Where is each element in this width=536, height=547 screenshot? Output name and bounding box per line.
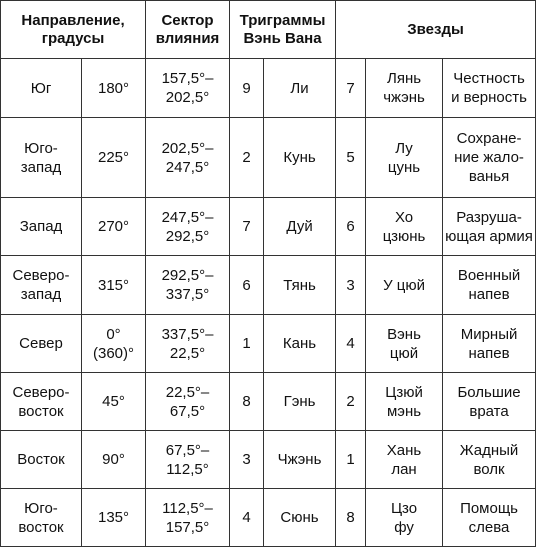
direction-cell: Запад xyxy=(1,198,82,256)
table-row xyxy=(1,315,536,373)
star-meaning-cell: Военный напев xyxy=(443,256,536,315)
star-number-cell: 1 xyxy=(336,431,366,489)
star-name-cell: Цзюй мэнь xyxy=(366,373,443,431)
trigram-number-cell: 4 xyxy=(230,489,264,547)
degrees-cell: 270° xyxy=(82,198,146,256)
sector-cell: 112,5°– 157,5° xyxy=(146,489,230,547)
trigram-number-cell: 8 xyxy=(230,373,264,431)
trigram-number-cell: 9 xyxy=(230,59,264,118)
degrees-cell: 135° xyxy=(82,489,146,547)
table-row xyxy=(1,59,536,118)
trigram-name-cell: Сюнь xyxy=(264,489,336,547)
trigram-number-cell: 6 xyxy=(230,256,264,315)
degrees-cell: 0° (360)° xyxy=(82,315,146,373)
header-direction: Направление, градусы xyxy=(1,1,146,59)
trigram-name-cell: Дуй xyxy=(264,198,336,256)
trigram-name-cell: Гэнь xyxy=(264,373,336,431)
star-number-cell: 7 xyxy=(336,59,366,118)
star-number-cell: 8 xyxy=(336,489,366,547)
star-number-cell: 6 xyxy=(336,198,366,256)
trigram-number-cell: 3 xyxy=(230,431,264,489)
star-meaning-cell: Помощь слева xyxy=(443,489,536,547)
star-meaning-cell: Разруша- ющая армия xyxy=(443,198,536,256)
star-name-cell: Лянь чжэнь xyxy=(366,59,443,118)
star-meaning-cell: Сохране- ние жало- ванья xyxy=(443,118,536,198)
star-meaning-cell: Честность и верность xyxy=(443,59,536,118)
degrees-cell: 315° xyxy=(82,256,146,315)
table-row xyxy=(1,118,536,198)
star-name-cell: Вэнь цюй xyxy=(366,315,443,373)
trigram-name-cell: Чжэнь xyxy=(264,431,336,489)
star-name-cell: Цзо фу xyxy=(366,489,443,547)
sector-cell: 337,5°– 22,5° xyxy=(146,315,230,373)
direction-cell: Север xyxy=(1,315,82,373)
direction-cell: Юг xyxy=(1,59,82,118)
star-number-cell: 2 xyxy=(336,373,366,431)
sector-cell: 67,5°– 112,5° xyxy=(146,431,230,489)
table-row xyxy=(1,489,536,547)
table-row xyxy=(1,256,536,315)
direction-cell: Юго- запад xyxy=(1,118,82,198)
table-row xyxy=(1,431,536,489)
star-meaning-cell: Жадный волк xyxy=(443,431,536,489)
star-name-cell: Хань лан xyxy=(366,431,443,489)
table-row xyxy=(1,373,536,431)
star-meaning-cell: Мирный напев xyxy=(443,315,536,373)
trigram-number-cell: 2 xyxy=(230,118,264,198)
direction-cell: Северо- восток xyxy=(1,373,82,431)
star-number-cell: 3 xyxy=(336,256,366,315)
direction-cell: Юго- восток xyxy=(1,489,82,547)
star-name-cell: Хо цзюнь xyxy=(366,198,443,256)
trigram-number-cell: 1 xyxy=(230,315,264,373)
header-row xyxy=(1,1,536,59)
sector-cell: 157,5°– 202,5° xyxy=(146,59,230,118)
sector-cell: 202,5°– 247,5° xyxy=(146,118,230,198)
sector-cell: 22,5°– 67,5° xyxy=(146,373,230,431)
direction-cell: Северо- запад xyxy=(1,256,82,315)
degrees-cell: 180° xyxy=(82,59,146,118)
sector-cell: 292,5°– 337,5° xyxy=(146,256,230,315)
degrees-cell: 45° xyxy=(82,373,146,431)
trigram-name-cell: Кунь xyxy=(264,118,336,198)
trigram-name-cell: Кань xyxy=(264,315,336,373)
star-number-cell: 5 xyxy=(336,118,366,198)
degrees-cell: 225° xyxy=(82,118,146,198)
degrees-cell: 90° xyxy=(82,431,146,489)
sector-cell: 247,5°– 292,5° xyxy=(146,198,230,256)
trigram-name-cell: Ли xyxy=(264,59,336,118)
star-name-cell: Лу цунь xyxy=(366,118,443,198)
header-stars: Звезды xyxy=(336,1,536,59)
header-sector: Сектор влияния xyxy=(146,1,230,59)
header-trigrams: Триграммы Вэнь Вана xyxy=(230,1,336,59)
direction-cell: Восток xyxy=(1,431,82,489)
star-name-cell: У цюй xyxy=(366,256,443,315)
star-meaning-cell: Большие врата xyxy=(443,373,536,431)
trigram-number-cell: 7 xyxy=(230,198,264,256)
trigram-name-cell: Тянь xyxy=(264,256,336,315)
star-number-cell: 4 xyxy=(336,315,366,373)
table-row xyxy=(1,198,536,256)
